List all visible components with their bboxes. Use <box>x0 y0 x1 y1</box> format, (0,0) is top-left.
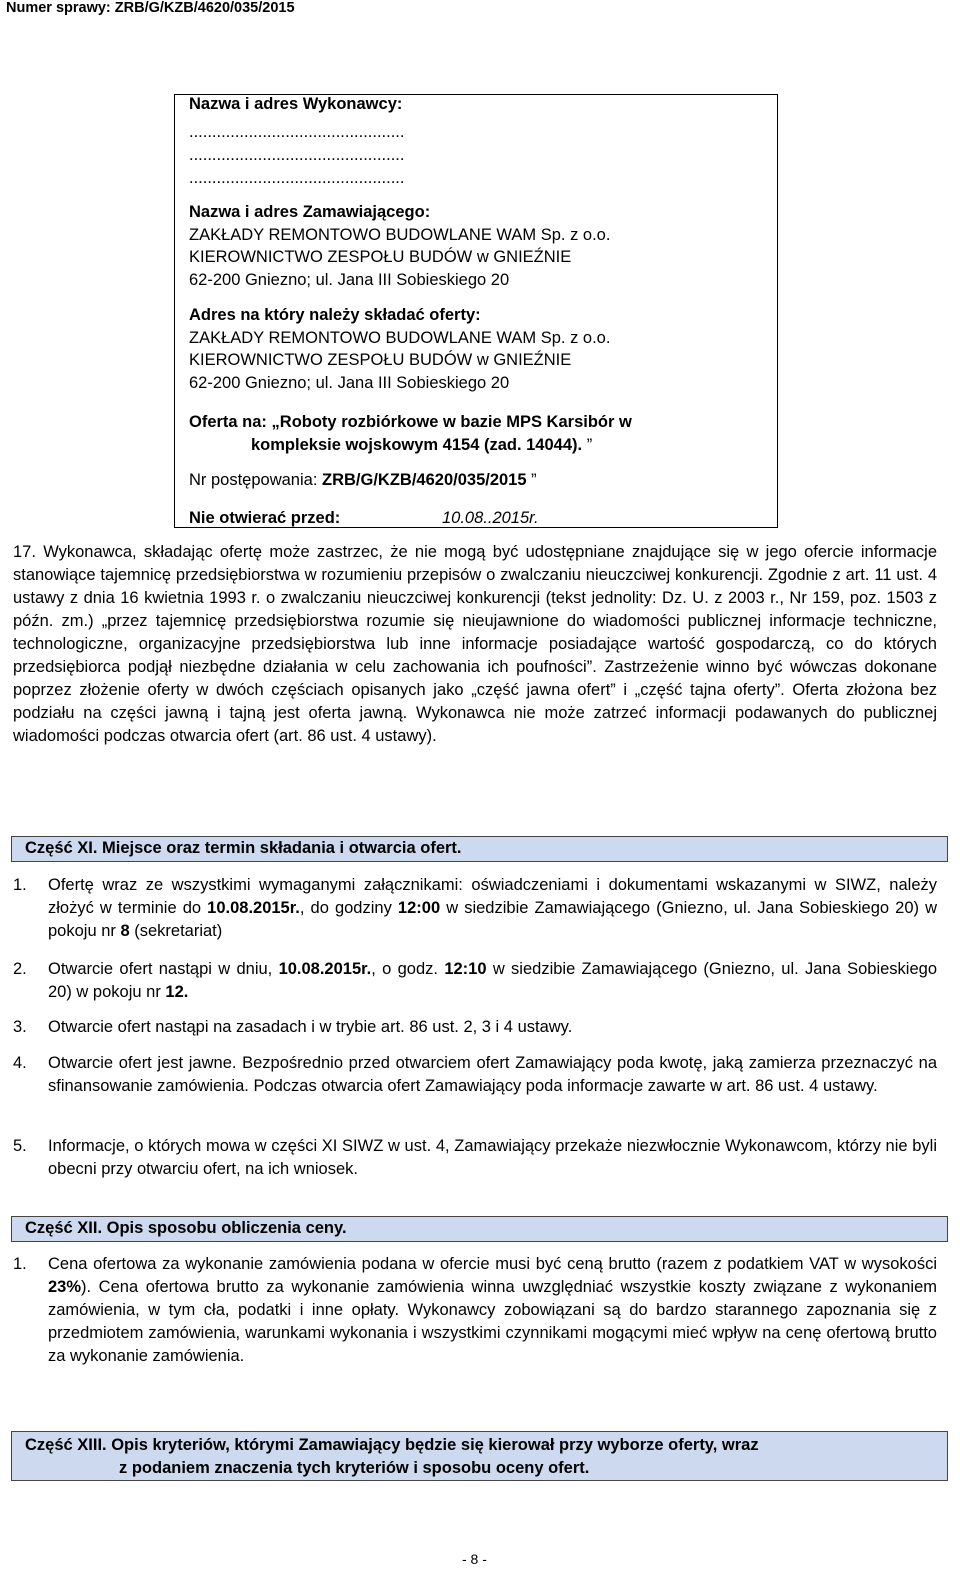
item-number: 1. <box>13 876 27 894</box>
item-number: 5. <box>13 1137 27 1155</box>
page-number: - 8 - <box>462 1551 487 1567</box>
item-text: Ofertę wraz ze wszystkimi wymaganymi załącznikami: oświadczeniami i dokumentami wskazanymi w SIWZ, należy złożyć w terminie do 10.08.2015r., do godziny 12:00 w siedzibie Zamawiającego (Gniezno, ul. Jana Sobieskiego 20) w pokoju nr 8 (sekretariat) <box>48 876 937 940</box>
contractor-label: Nazwa i adres Wykonawcy: <box>189 95 403 113</box>
address-label: Adres na który należy składać oferty: <box>189 306 481 324</box>
proc-end: ” <box>531 471 537 489</box>
case-number-header: Numer sprawy: ZRB/G/KZB/4620/035/2015 <box>6 0 295 16</box>
buyer-line: 62-200 Gniezno; ul. Jana III Sobieskiego 20 <box>189 271 510 289</box>
list-item <box>13 1135 937 1181</box>
proc-label: Nr postępowania: <box>189 471 318 489</box>
proc-number: ZRB/G/KZB/4620/035/2015 <box>322 471 527 489</box>
paragraph-17: 17. Wykonawca, składając ofertę może zastrzec, że nie mogą być udostępniane znajdujące się w jego ofercie informacje stanowiące tajemnicę przedsiębiorstwa w rozumieniu przepisów o zwalczaniu nieuczciwej konkurencji. Zgodnie z art. 11 ust. 4 ustawy z dnia 16 kwietnia 1993 r. o zwalczaniu nieuczciwej konkurencji (tekst jednolity: Dz. U. z 2003 r., Nr 159, poz. 1503 z późn. zm.) „przez tajemnicę przedsiębiorstwa rozumie się nieujawnione do wiadomości publicznej informacje techniczne, technologiczne, organizacyjne przedsiębiorstwa lub inne informacje posiadające wartość gospodarczą, co do których przedsiębiorca podjął niezbędne działania w celu zachowania ich poufności”. Zastrzeżenie winno być wówczas dokonane poprzez złożenie oferty w dwóch częściach opisanych jako „część jawna ofert” i „część tajna oferty”. Oferta złożona bez podziału na części jawną i tajną jest oferta jawną. Wykonawca nie może zatrzeć informacji podawanych do publicznej wiadomości podczas otwarcia ofert (art. 86 ust. 4 ustawy). <box>13 543 937 745</box>
list-item <box>13 1016 937 1039</box>
section-xiii-title <box>11 1431 948 1481</box>
section-xiii-title-line-2: z podaniem znaczenia tych kryteriów i sposobu oceny ofert. <box>119 1459 590 1477</box>
item-number: 4. <box>13 1054 27 1072</box>
dots-line: ............................................... <box>189 169 405 187</box>
address-line: 62-200 Gniezno; ul. Jana III Sobieskiego 20 <box>189 374 510 392</box>
list-item <box>13 1052 937 1098</box>
item-text: Otwarcie ofert jest jawne. Bezpośrednio przed otwarciem ofert Zamawiający poda kwotę, jaką zamierza przeznaczyć na sfinansowanie zamówienia. Podczas otwarcia ofert Zamawiający poda informacje zawarte w art. 86 ust. 4 ustawy. <box>48 1054 937 1095</box>
do-not-open-label: Nie otwierać przed: <box>189 509 341 527</box>
dots-line: ............................................... <box>189 146 405 164</box>
offer-prefix: Oferta na: <box>189 413 267 431</box>
item-number: 3. <box>13 1018 27 1036</box>
list-item <box>13 1253 937 1368</box>
offer-title-cont: kompleksie wojskowym 4154 (zad. 14044). <box>251 436 583 454</box>
envelope-label-box <box>174 94 778 528</box>
section-xiii-title-line-1: Część XIII. Opis kryteriów, którymi Zamawiający będzie się kierował przy wyborze oferty, wraz <box>25 1436 759 1454</box>
proc-line <box>189 471 537 490</box>
item-text: Otwarcie ofert nastąpi w dniu, 10.08.2015r., o godz. 12:10 w siedzibie Zamawiającego (Gniezno, ul. Jana Sobieskiego 20) w pokoju nr 12. <box>48 960 937 1001</box>
buyer-line: KIEROWNICTWO ZESPOŁU BUDÓW w GNIEŹNIE <box>189 248 572 266</box>
section-xi-title: Część XI. Miejsce oraz termin składania i otwarcia ofert. <box>11 836 948 862</box>
address-line: KIEROWNICTWO ZESPOŁU BUDÓW w GNIEŹNIE <box>189 351 572 369</box>
list-item <box>13 874 937 943</box>
item-text: Informacje, o których mowa w części XI SIWZ w ust. 4, Zamawiający przekaże niezwłocznie Wykonawcom, którzy nie byli obecni przy otwarciu ofert, na ich wniosek. <box>48 1137 937 1178</box>
address-line: ZAKŁADY REMONTOWO BUDOWLANE WAM Sp. z o.o. <box>189 329 611 347</box>
item-number: 1. <box>13 1255 27 1273</box>
do-not-open-date: 10.08..2015r. <box>442 509 539 527</box>
offer-line-2 <box>251 436 592 455</box>
item-number: 2. <box>13 960 27 978</box>
item-text: Otwarcie ofert nastąpi na zasadach i w trybie art. 86 ust. 2, 3 i 4 ustawy. <box>48 1018 573 1036</box>
list-item <box>13 958 937 1004</box>
section-xii-title: Część XII. Opis sposobu obliczenia ceny. <box>11 1216 948 1242</box>
offer-line <box>189 413 632 432</box>
buyer-line: ZAKŁADY REMONTOWO BUDOWLANE WAM Sp. z o.o. <box>189 226 611 244</box>
dots-line: ............................................... <box>189 123 405 141</box>
offer-title-end: ” <box>586 436 593 454</box>
item-text: Cena ofertowa za wykonanie zamówienia podana w ofercie musi być ceną brutto (razem z podatkiem VAT w wysokości 23%). Cena ofertowa brutto za wykonanie zamówienia winna uwzględniać wszystkie koszty związane z wykonaniem zamówienia, w tym cła, podatki i inne opłaty. Wykonawcy zobowiązani są do bardzo starannego zapoznania się z przedmiotem zamówienia, warunkami wykonania i wszystkimi czynnikami mogącymi mieć wpływ na cenę ofertową brutto za wykonanie zamówienia. <box>48 1255 937 1365</box>
offer-title: „Roboty rozbiórkowe w bazie MPS Karsibór w <box>271 413 632 431</box>
buyer-label: Nazwa i adres Zamawiającego: <box>189 203 431 221</box>
